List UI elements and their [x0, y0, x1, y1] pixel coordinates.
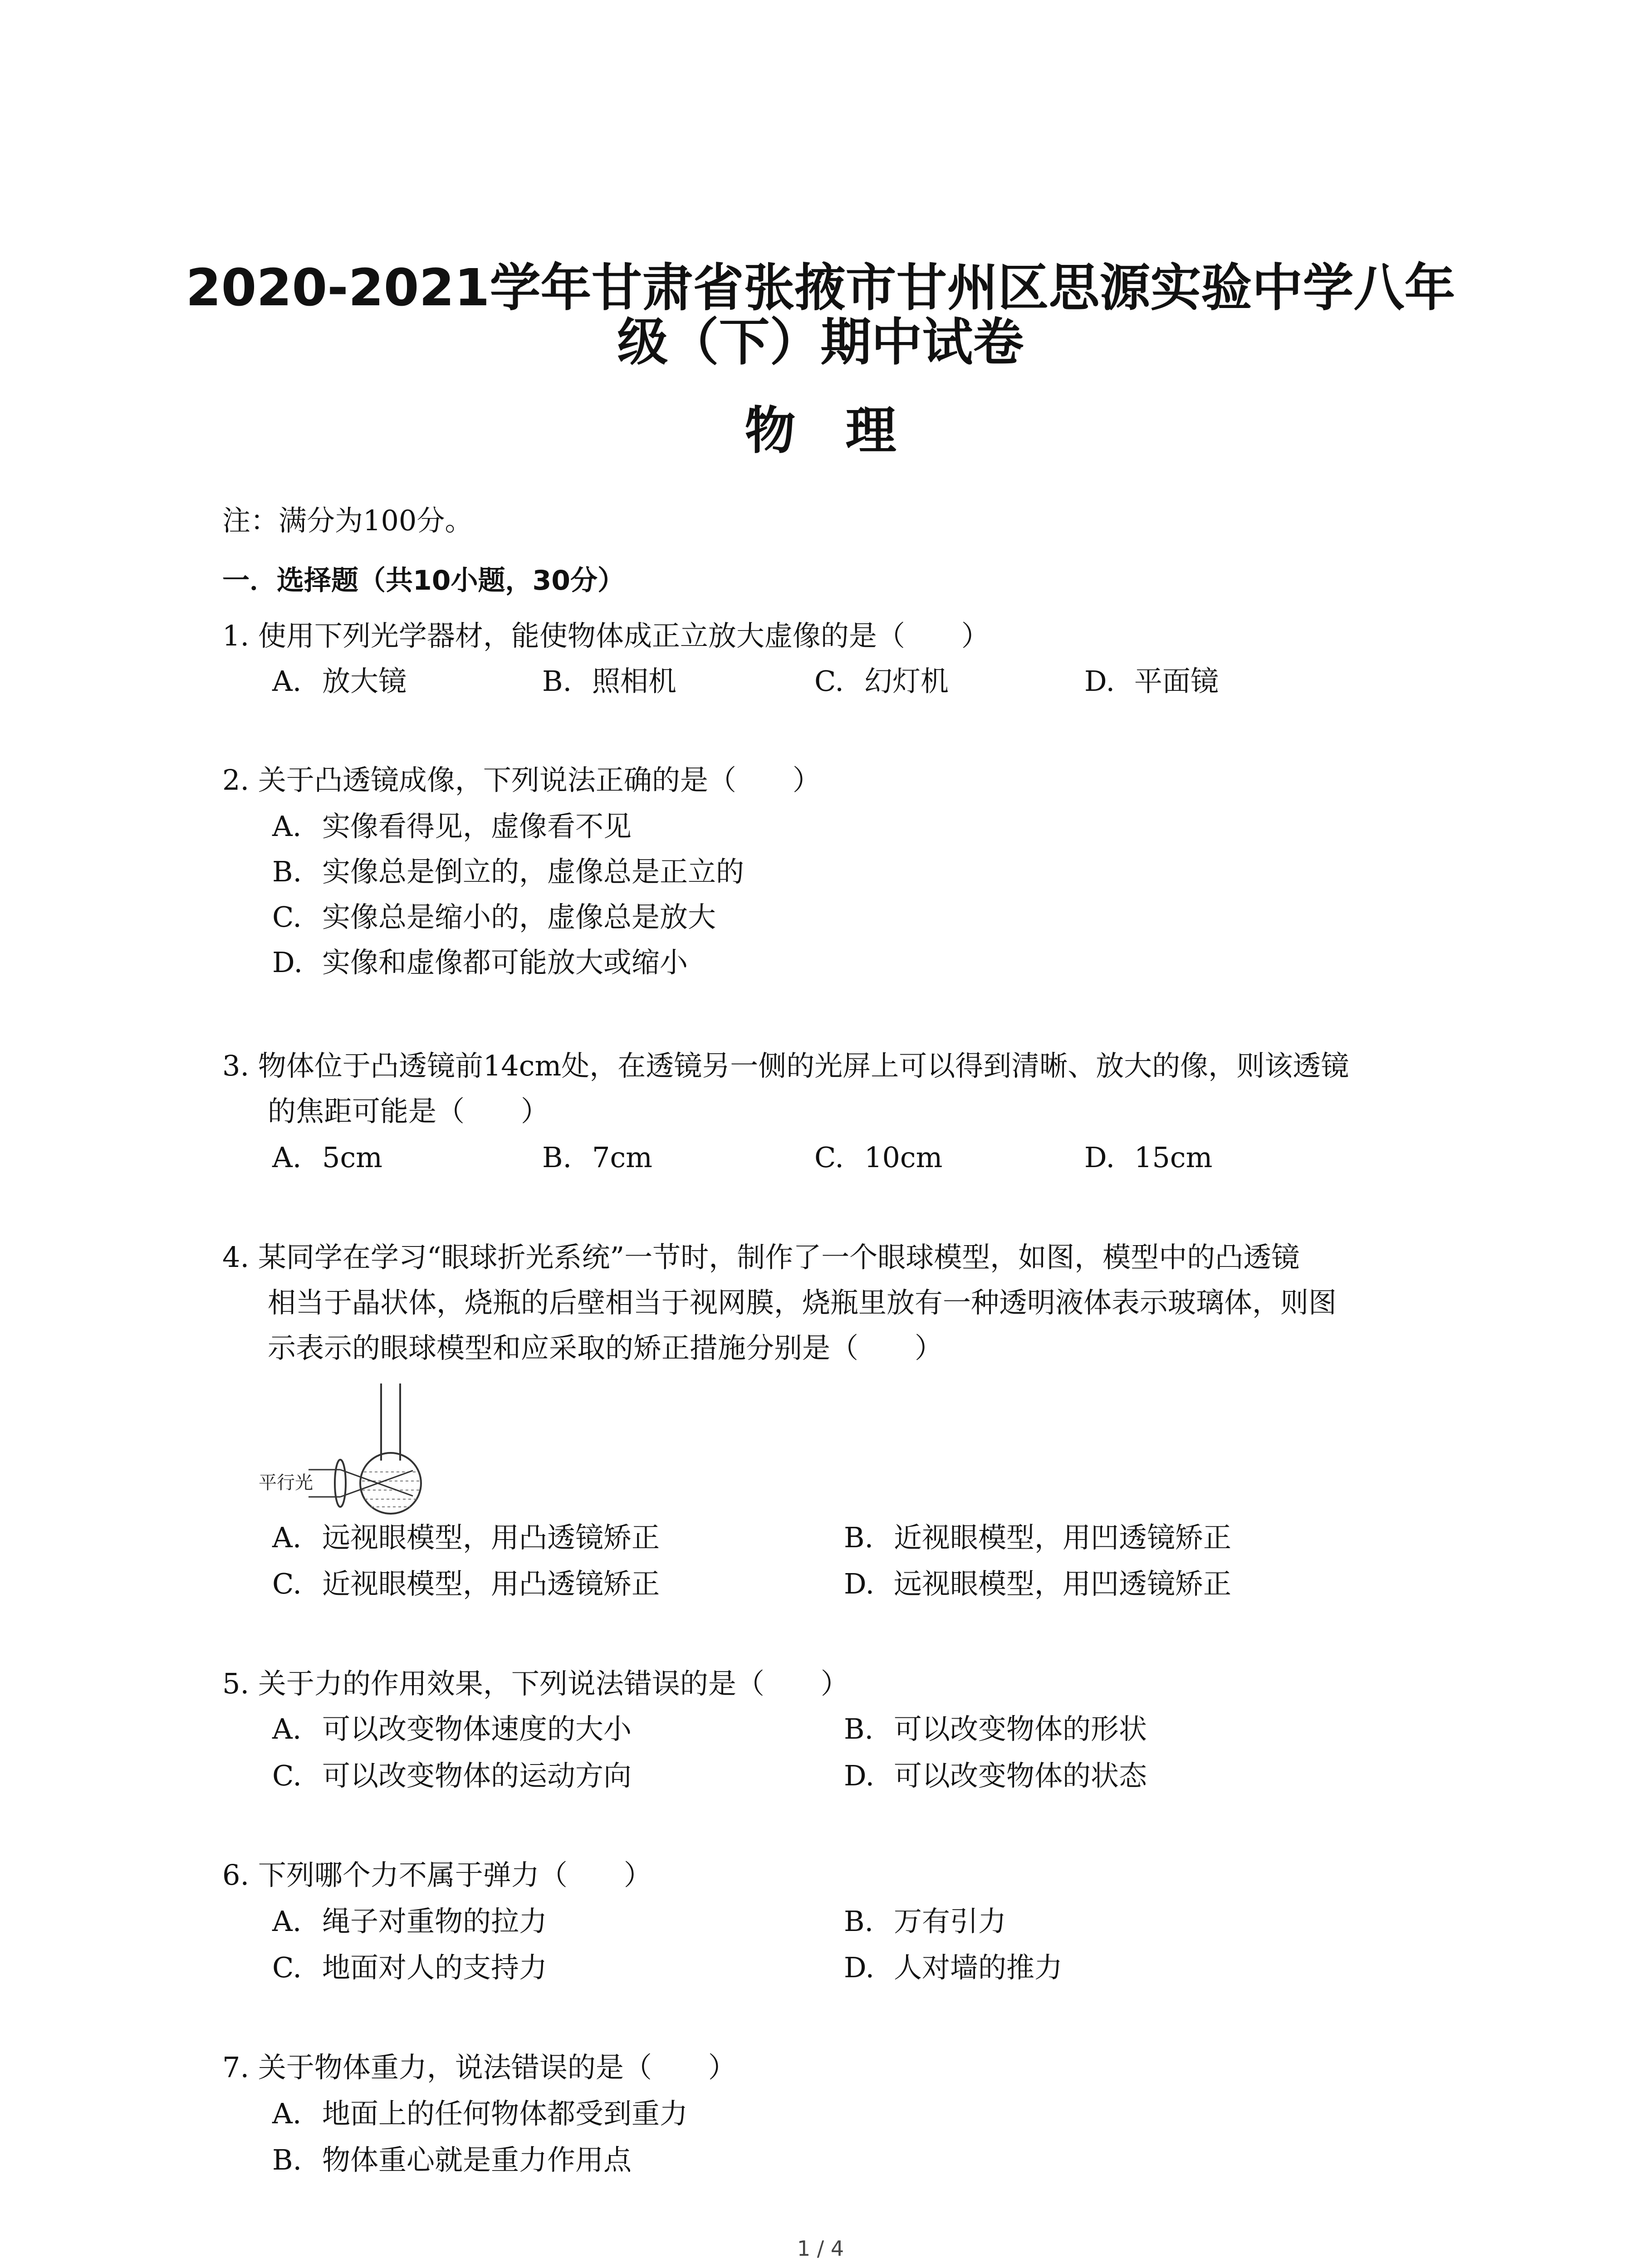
option-text: 放大镜 — [322, 665, 407, 698]
option-letter: C. — [272, 900, 302, 934]
convex-lens — [335, 1460, 346, 1507]
flask-neck — [381, 1383, 400, 1461]
question-stem: 2. 关于凸透镜成像，下列说法正确的是（ ） — [222, 763, 821, 797]
option-letter: B. — [272, 855, 302, 888]
option-letter: B. — [542, 665, 572, 698]
option-d — [1084, 663, 1219, 699]
option-d — [844, 1566, 1231, 1602]
option-text: 可以改变物体的状态 — [894, 1759, 1147, 1792]
question-stem: 6. 下列哪个力不属于弹力（ ） — [222, 1858, 652, 1892]
question-stem-cont: 的焦距可能是（ ） — [268, 1095, 549, 1128]
option-text: 实像总是倒立的，虚像总是正立的 — [322, 855, 745, 888]
option-letter: D. — [1084, 665, 1115, 698]
option-letter: C. — [272, 1567, 302, 1600]
option-a — [272, 2096, 688, 2132]
question-6 — [222, 1853, 1447, 1898]
option-c — [814, 1139, 942, 1176]
option-text: 物体重心就是重力作用点 — [322, 2143, 632, 2176]
eye-model-diagram — [259, 1374, 449, 1520]
eye-model-figure — [259, 1374, 449, 1520]
option-text: 可以改变物体的运动方向 — [322, 1759, 632, 1792]
option-letter: A. — [272, 1712, 302, 1745]
page-number: 1 / 4 — [797, 2236, 844, 2261]
option-letter: A. — [272, 1521, 302, 1554]
option-text: 实像看得见，虚像看不见 — [322, 810, 632, 843]
option-text: 人对墙的推力 — [894, 1951, 1063, 1984]
flask-bulb — [360, 1453, 421, 1514]
option-letter: D. — [844, 1759, 875, 1792]
option-d — [272, 944, 688, 981]
option-b — [844, 1711, 1147, 1747]
option-b — [542, 663, 676, 699]
option-b — [272, 2142, 632, 2178]
option-text: 平面镜 — [1134, 665, 1219, 698]
question-stem-cont: 示表示的眼球模型和应采取的矫正措施分别是（ ） — [268, 1331, 943, 1364]
question-5 — [222, 1661, 1447, 1706]
section-heading-choice: 一．选择题（共10小题，30分） — [222, 565, 625, 596]
option-c — [272, 1566, 660, 1602]
option-letter: B. — [844, 1521, 874, 1554]
option-c — [272, 1950, 547, 1986]
option-letter: A. — [272, 1141, 302, 1174]
option-text: 实像总是缩小的，虚像总是放大 — [322, 900, 716, 934]
option-letter: D. — [272, 946, 303, 979]
option-a — [272, 663, 407, 699]
option-a — [272, 808, 632, 845]
subject-title: 物理 — [745, 401, 946, 460]
question-stem-cont: 相当于晶状体，烧瓶的后壁相当于视网膜，烧瓶里放有一种透明液体表示玻璃体，则图 — [268, 1286, 1337, 1319]
option-text: 可以改变物体的形状 — [894, 1712, 1147, 1745]
option-letter: A. — [272, 1905, 302, 1938]
option-a — [272, 1711, 632, 1747]
question-stem: 7. 关于物体重力，说法错误的是（ ） — [222, 2051, 736, 2084]
exam-title-line2: 级（下）期中试卷 — [617, 313, 1024, 372]
option-text: 幻灯机 — [864, 665, 949, 698]
option-letter: C. — [814, 1141, 844, 1174]
option-letter: B. — [844, 1712, 874, 1745]
option-text: 近视眼模型，用凸透镜矫正 — [322, 1567, 660, 1600]
option-text: 可以改变物体速度的大小 — [322, 1712, 632, 1745]
question-stem: 4. 某同学在学习“眼球折光系统”一节时，制作了一个眼球模型，如图，模型中的凸透镜 — [222, 1241, 1300, 1274]
option-letter: B. — [272, 2143, 302, 2176]
option-letter: C. — [814, 665, 844, 698]
option-letter: B. — [542, 1141, 572, 1174]
option-text: 万有引力 — [894, 1905, 1007, 1938]
option-text: 远视眼模型，用凹透镜矫正 — [894, 1567, 1232, 1600]
option-letter: B. — [844, 1905, 874, 1938]
option-text: 地面上的任何物体都受到重力 — [322, 2097, 688, 2130]
option-letter: C. — [272, 1759, 302, 1792]
question-2 — [222, 758, 1447, 803]
option-text: 15cm — [1134, 1141, 1213, 1174]
option-c — [272, 899, 716, 935]
parallel-light-label: 平行光 — [259, 1472, 313, 1493]
option-text: 照相机 — [592, 665, 677, 698]
option-text: 7cm — [592, 1141, 652, 1174]
question-stem: 3. 物体位于凸透镜前14cm处，在透镜另一侧的光屏上可以得到清晰、放大的像，则该透镜 — [222, 1049, 1349, 1082]
option-text: 实像和虚像都可能放大或缩小 — [322, 946, 688, 979]
option-text: 10cm — [864, 1141, 943, 1174]
option-text: 近视眼模型，用凹透镜矫正 — [894, 1521, 1232, 1554]
option-letter: A. — [272, 665, 302, 698]
option-text: 地面对人的支持力 — [322, 1951, 548, 1984]
option-letter: A. — [272, 2097, 302, 2130]
option-text: 绳子对重物的拉力 — [322, 1905, 548, 1938]
question-7 — [222, 2045, 1447, 2090]
option-a — [272, 1520, 660, 1556]
option-b — [542, 1139, 652, 1176]
option-text: 5cm — [322, 1141, 382, 1174]
question-stem: 1. 使用下列光学器材，能使物体成正立放大虚像的是（ ） — [222, 619, 989, 652]
option-a — [272, 1903, 547, 1940]
option-d — [1084, 1139, 1212, 1176]
option-letter: A. — [272, 810, 302, 843]
question-3 — [222, 1043, 1447, 1134]
option-b — [272, 854, 744, 890]
option-c — [272, 1758, 632, 1794]
option-d — [844, 1758, 1147, 1794]
option-d — [844, 1950, 1063, 1986]
option-b — [844, 1903, 1006, 1940]
option-letter: D. — [844, 1567, 875, 1600]
option-text: 远视眼模型，用凸透镜矫正 — [322, 1521, 660, 1554]
option-a — [272, 1139, 382, 1176]
question-stem: 5. 关于力的作用效果，下列说法错误的是（ ） — [222, 1667, 849, 1700]
option-c — [814, 663, 949, 699]
option-letter: D. — [1084, 1141, 1115, 1174]
option-letter: C. — [272, 1951, 302, 1984]
question-4 — [222, 1235, 1447, 1371]
liquid-fill — [362, 1472, 419, 1507]
option-b — [844, 1520, 1231, 1556]
exam-title-line1: 2020-2021学年甘肃省张掖市甘州区思源实验中学八年 — [186, 259, 1455, 318]
option-letter: D. — [844, 1951, 875, 1984]
score-note: 注：满分为100分。 — [222, 504, 473, 537]
question-1 — [222, 613, 1447, 659]
